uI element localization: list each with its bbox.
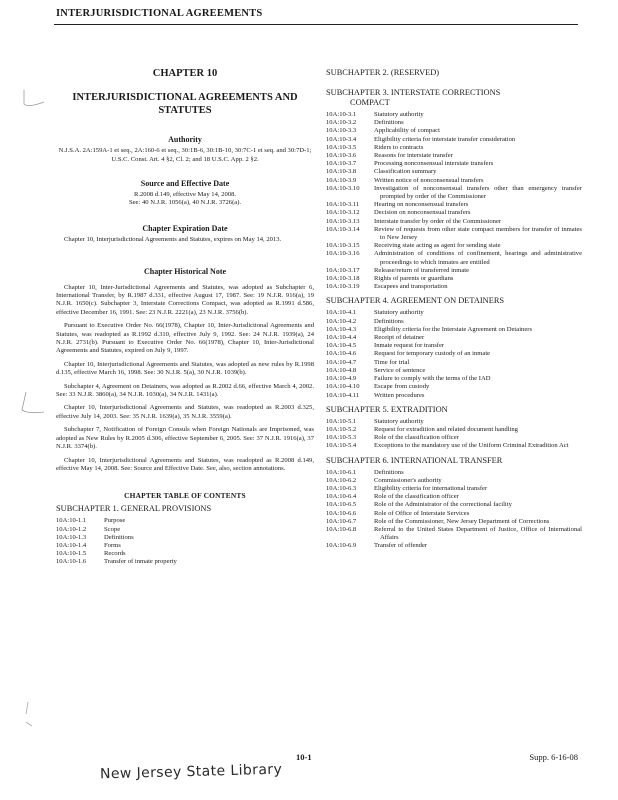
toc-row[interactable]: 10A:10-4.7 Time for trial (326, 358, 410, 366)
toc-row[interactable]: 10A:10-1.6 Transfer of inmate property (56, 558, 177, 566)
toc-row[interactable]: 10A:10-4.9 Failure to comply with the terms of the IAD (326, 375, 491, 383)
subchapter-3-list (326, 111, 582, 291)
library-stamp: New Jersey State Library (99, 761, 283, 783)
history-paragraph: Subchapter 4, Agreement on Detainers, was adopted as R.2002 d.66, effective March 4, 2002. See: 33 N.J.R. 3860(a), 34 N.J.R. 1030(a), 34 N.J.R. 1431(a). (56, 382, 314, 399)
toc-row[interactable]: 10A:10-6.7 Role of the Commissioner, New Jersey Department of Corrections (326, 517, 550, 525)
toc-heading: CHAPTER TABLE OF CONTENTS (124, 491, 246, 501)
history-paragraph: Pursuant to Executive Order No. 66(1978), Chapter 10, Inter-Jurisdictional Agreements and Statutes, was readopted as R.1992 d.310, effective July 9, 1992. See: 24 N.J.R. 1939(a), 24 N.J.R. 2731(b). Pursuant to Executive Order No. 66(1978), Chapter 10, Inter-Jurisdictional Agreements and Statutes, expired on July 9, 1997. (56, 322, 314, 355)
subchapter-4-heading: SUBCHAPTER 4. AGREEMENT ON DETAINERS (326, 296, 505, 306)
subchapter-5-heading: SUBCHAPTER 5. EXTRADITION (326, 404, 448, 414)
toc-row[interactable]: 10A:10-4.3 Eligibility criteria for the Interstate Agreement on Detainers (326, 325, 533, 333)
toc-row[interactable]: 10A:10-3.12 Decision on nonconsensual transfers (326, 209, 471, 217)
history-paragraph: Chapter 10, Interjurisdictional Agreements and Statutes, was readopted as R.2003 d.325, effective July 14, 2003. See: 35 N.J.R. 1639(a), 35 N.J.R. 3559(a). (56, 404, 314, 420)
toc-row[interactable]: 10A:10-6.4 Role of the classification officer (326, 493, 459, 501)
toc-row[interactable]: 10A:10-4.8 Service of sentence (326, 366, 426, 374)
toc-row[interactable]: 10A:10-3.11 Hearing on nonconsensual transfers (326, 201, 469, 209)
toc-row[interactable]: 10A:10-5.2 Request for extradition and related document handling (326, 425, 518, 433)
toc-row[interactable]: 10A:10-3.8 Classification summary (326, 168, 437, 176)
history-paragraph: Chapter 10, Interjurisdictional Agreements and Statutes, was adopted as new rules by R.1998 d.135, effective March 16, 1998. See: 30 N.J.R. 5(a), 30 N.J.R. 1039(b). (56, 360, 314, 377)
toc-row[interactable]: 10A:10-4.1 Statutory authority (326, 309, 424, 317)
toc-row[interactable]: 10A:10-4.5 Inmate request for transfer (326, 342, 445, 350)
toc-row[interactable]: 10A:10-4.11 Written procedures (326, 391, 425, 399)
toc-row[interactable]: 10A:10-6.1 Definitions (326, 468, 404, 476)
toc-row[interactable]: 10A:10-4.4 Receipt of detainer (326, 334, 425, 342)
toc-row[interactable]: 10A:10-6.2 Commissioner's authority (326, 476, 442, 484)
subchapter-3-heading: SUBCHAPTER 3. INTERSTATE CORRECTIONS COMPACT (326, 88, 501, 107)
authority-text: N.J.S.A. 2A:159A-1 et seq., 2A:160-6 et seq., 30:1B-6, 30:1B-10, 30:7C-1 et seq. and 30:7D-1; U.S.C. Const. Art. 4 §2, Cl. 2; and 18 U.S.C. App. 2 §2. (58, 147, 312, 163)
history-paragraph: Chapter 10, Interjurisdictional Agreements and Statutes, was readopted as R.2008 d.149, effective May 14, 2008. See: Source and Effective Date. See, also, section annotations. (56, 456, 314, 472)
toc-row[interactable]: 10A:10-3.14 Review of requests from other state compact members for transfer of inmates to New Jersey (326, 225, 582, 242)
margin-mark-icon (22, 700, 42, 730)
toc-row[interactable]: 10A:10-3.17 Release/return of transferred inmate (326, 266, 470, 274)
chapter-heading: CHAPTER 10 (152, 68, 218, 79)
toc-row[interactable]: 10A:10-5.3 Role of the classification officer (326, 434, 459, 442)
toc-row[interactable]: 10A:10-3.10 Investigation of nonconsensual transfers other than emergency transfer prompted by order of the Commissioner (326, 184, 582, 201)
toc-row[interactable]: 10A:10-5.4 Exceptions to the mandatory use of the Uniform Criminal Extradition Act (326, 442, 569, 450)
toc-row[interactable]: 10A:10-3.4 Eligibility criteria for interstate transfer consideration (326, 135, 516, 143)
subchapter-6-list (326, 469, 582, 551)
margin-mark-icon (18, 390, 48, 420)
source-heading: Source and Effective Date (140, 178, 230, 188)
expiration-text: Chapter 10, Interjurisdictional Agreements and Statutes, expires on May 14, 2013. (64, 236, 282, 244)
toc-row[interactable]: 10A:10-3.6 Reasons for interstate transfer (326, 152, 453, 160)
subchapter-4-list (326, 309, 582, 399)
toc-row[interactable]: 10A:10-3.15 Receiving state acting as agent for sending state (326, 242, 501, 250)
toc-row[interactable]: 10A:10-6.9 Transfer of offender (326, 542, 428, 550)
toc-row[interactable]: 10A:10-3.2 Definitions (326, 119, 404, 127)
subchapter-1-heading: SUBCHAPTER 1. GENERAL PROVISIONS (56, 504, 212, 514)
header-rule (54, 24, 578, 25)
toc-row[interactable]: 10A:10-1.1 Purpose (56, 517, 126, 525)
toc-row[interactable]: 10A:10-6.8 Referral to the United States Department of Justice, Office of International Affairs (326, 525, 582, 542)
toc-row[interactable]: 10A:10-1.3 Definitions (56, 533, 134, 541)
toc-row[interactable]: 10A:10-5.1 Statutory authority (326, 417, 424, 425)
source-text-1: R.2008 d.149, effective May 14, 2008. (133, 190, 237, 198)
subchapter-2-heading: SUBCHAPTER 2. (RESERVED) (326, 68, 440, 77)
history-heading: Chapter Historical Note (143, 266, 227, 276)
running-header: INTERJURISDICTIONAL AGREEMENTS (56, 8, 263, 19)
source-text-2: See: 40 N.J.R. 1056(a), 40 N.J.R. 3726(a). (128, 199, 242, 207)
toc-row[interactable]: 10A:10-3.9 Written notice of nonconsensual transfers (326, 176, 484, 184)
toc-row[interactable]: 10A:10-3.3 Applicability of compact (326, 127, 440, 135)
toc-row[interactable]: 10A:10-1.2 Scope (56, 525, 121, 533)
toc-row[interactable]: 10A:10-4.6 Request for temporary custody of an inmate (326, 350, 491, 358)
toc-row[interactable]: 10A:10-1.4 Forms (56, 541, 121, 549)
toc-row[interactable]: 10A:10-6.5 Role of the Administrator of the correctional facility (326, 501, 512, 509)
left-column (56, 68, 314, 572)
toc-row[interactable]: 10A:10-3.13 Interstate transfer by order of the Commissioner (326, 217, 502, 225)
toc-row[interactable]: 10A:10-3.19 Escapees and transportation (326, 283, 448, 291)
chapter-title: INTERJURISDICTIONAL AGREEMENTS AND STATUTES (72, 92, 298, 116)
expiration-heading: Chapter Expiration Date (142, 224, 228, 234)
toc-row[interactable]: 10A:10-4.10 Escape from custody (326, 383, 430, 391)
margin-mark-icon (18, 88, 48, 110)
toc-row[interactable]: 10A:10-3.18 Rights of parents or guardians (326, 275, 454, 283)
authority-heading: Authority (168, 135, 202, 144)
history-paragraph: Subchapter 7, Notification of Foreign Consuls when Foreign Nationals are Imprisoned, was adopted as New Rules by R.2005 d.306, effective September 6, 2005. See: 37 N.J.R. 1916(a), 37 N.J.R. 3374(b). (56, 426, 314, 451)
supplement-date: Supp. 6-16-08 (529, 752, 578, 762)
toc-row[interactable]: 10A:10-3.7 Processing nonconsensual interstate transfers (326, 160, 494, 168)
toc-row[interactable]: 10A:10-1.5 Records (56, 550, 126, 558)
subchapter-5-list (326, 418, 582, 451)
toc-row[interactable]: 10A:10-3.5 Riders to contracts (326, 143, 424, 151)
toc-row[interactable]: 10A:10-3.16 Administration of conditions of confinement, hearings and administrative proceedings to which inmates are entitled (326, 250, 582, 266)
toc-row[interactable]: 10A:10-4.2 Definitions (326, 317, 404, 325)
history-paragraph: Chapter 10, Inter-Jurisdictional Agreements and Statutes, was adopted as Subchapter 6, International Transfer, by R.1987 d.331, effective August 17, 1987. See: 19 N.J.R. 916(a), 19 N.J.R. 1650(c). Subchapter 3, Interstate Corrections Compact, was adopted as R.1991 d.586, effective December 16, 1991. See: 23 N.J.R. 2221(a), 23 N.J.R. 3756(b). (56, 283, 314, 316)
subchapter-6-heading: SUBCHAPTER 6. INTERNATIONAL TRANSFER (326, 455, 503, 465)
toc-row[interactable]: 10A:10-3.1 Statutory authority (326, 111, 424, 118)
toc-row[interactable]: 10A:10-6.6 Role of Office of Interstate Services (326, 509, 470, 517)
page-number: 10-1 (296, 752, 312, 762)
right-column (326, 68, 582, 556)
toc-row[interactable]: 10A:10-6.3 Eligibility criteria for international transfer (326, 484, 488, 492)
subchapter-1-list (56, 517, 314, 566)
